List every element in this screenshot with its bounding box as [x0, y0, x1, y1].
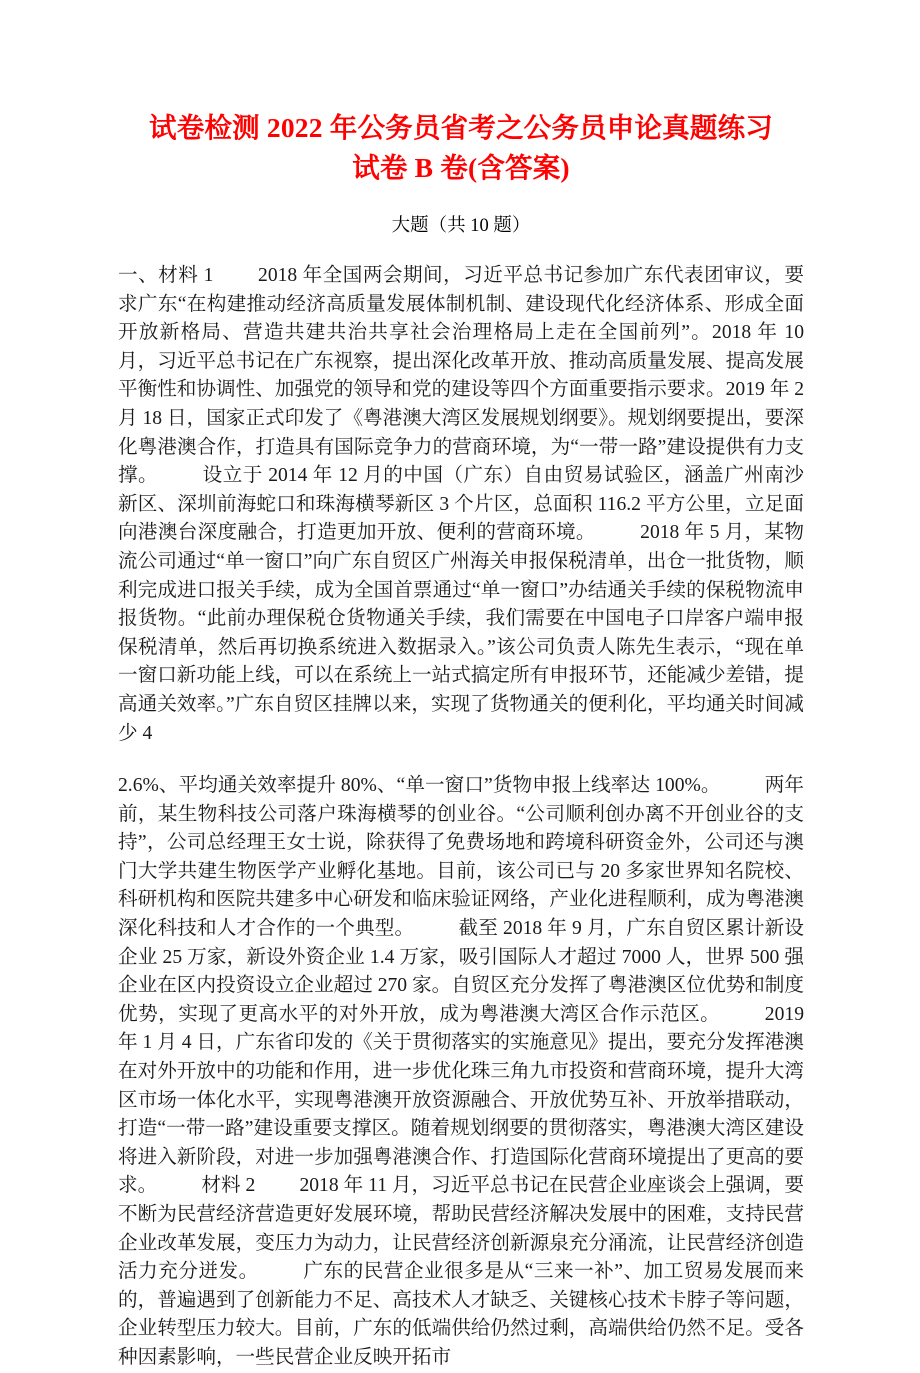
paragraph-material-1: 一、材料 1 2018 年全国两会期间，习近平总书记参加广东代表团审议，要求广东“在构建推动经济高质量发展体制机制、建设现代化经济体系、形成全面开放新格局、营造共建共治共享社会治理格局上走在全国前列”。2018 年 10 月，习近平总书记在广东视察，提出深化改革开放、推动高质量发展、提高发展平衡性和协调性、加强党的领导和党的建设等四个方面重要指示要求。2019 年 2 月 18 日，国家正式印发了《粤港澳大湾区发展规划纲要》。规划纲要提出，要深化粤港澳合作，打造具有国际竞争力的营商环境，为“一带一路”建设提供有力支撑。 设立于 2014 年 12 月的中国（广东）自由贸易试验区，涵盖广州南沙新区、深圳前海蛇口和珠海横琴新区 3 个片区，总面积 116.2 平方公里，立足面向港澳台深度融合，打造更加开放、便利的营商环境。 2018 年 5 月，某物流公司通过“单一窗口”向广东自贸区广州海关申报保税清单，出仓一批货物，顺利完成进口报关手续，成为全国首票通过“单一窗口”办结通关手续的保税物流申报货物。“此前办理保税仓货物通关手续，我们需要在中国电子口岸客户端申报保税清单，然后再切换系统进入数据录入。”该公司负责人陈先生表示，“现在单一窗口新功能上线，可以在系统上一站式搞定所有申报环节，还能减少差错，提高通关效率。”广东自贸区挂牌以来，实现了货物通关的便利化，平均通关时间减少 4 — [118, 265, 809, 744]
page-content — [118, 0, 809, 1373]
paragraph-material-2: 2.6%、平均通关效率提升 80%、“单一窗口”货物申报上线率达 100%。 两年前，某生物科技公司落户珠海横琴的创业谷。“公司顺利创办离不开创业谷的支持”，公司总经理王女士说，除获得了免费场地和跨境科研资金外，公司还与澳门大学共建生物医学产业孵化基地。目前，该公司已与 20 多家世界知名院校、科研机构和医院共建多中心研发和临床验证网络，产业化进程顺利，成为粤港澳深化科技和人才合作的一个典型。 截至 2018 年 9 月，广东自贸区累计新设企业 25 万家，新设外资企业 1.4 万家，吸引国际人才超过 7000 人，世界 500 强企业在区内投资设立企业超过 270 家。自贸区充分发挥了粤港澳区位优势和制度优势，实现了更高水平的对外开放，成为粤港澳大湾区合作示范区。 2019 年 1 月 4 日，广东省印发的《关于贯彻落实的实施意见》提出，要充分发挥港澳在对外开放中的功能和作用，进一步优化珠三角九市投资和营商环境，提升大湾区市场一体化水平，实现粤港澳开放资源融合、开放优势互补、开放举措联动，打造“一带一路”建设重要支撑区。随着规划纲要的贯彻落实，粤港澳大湾区建设将进入新阶段，对进一步加强粤港澳合作、打造国际化营商环境提出了更高的要求。 材料 2 2018 年 11 月，习近平总书记在民营企业座谈会上强调，要不断为民营经济营造更好发展环境，帮助民营经济解决发展中的困难，支持民营企业改革发展，变压力为动力，让民营经济创新源泉充分涌流，让民营经济创造活力充分迸发。 广东的民营企业很多是从“三来一补”、加工贸易发展而来的，普遍遇到了创新能力不足、高技术人才缺乏、关键核心技术卡脖子等问题，企业转型压力较大。目前，广东的低端供给仍然过剩，高端供给仍然不足。受各种因素影响，一些民营企业反映开拓市 — [118, 775, 809, 1368]
page-title-line-2: 试卷 B 卷(含答案) — [352, 152, 570, 183]
section-heading: 大题（共 10 题） — [391, 216, 531, 236]
page-title — [118, 0, 804, 188]
page-title-line-1: 试卷检测 2022 年公务员省考之公务员申论真题练习 — [149, 112, 773, 143]
body-text — [118, 240, 809, 1373]
